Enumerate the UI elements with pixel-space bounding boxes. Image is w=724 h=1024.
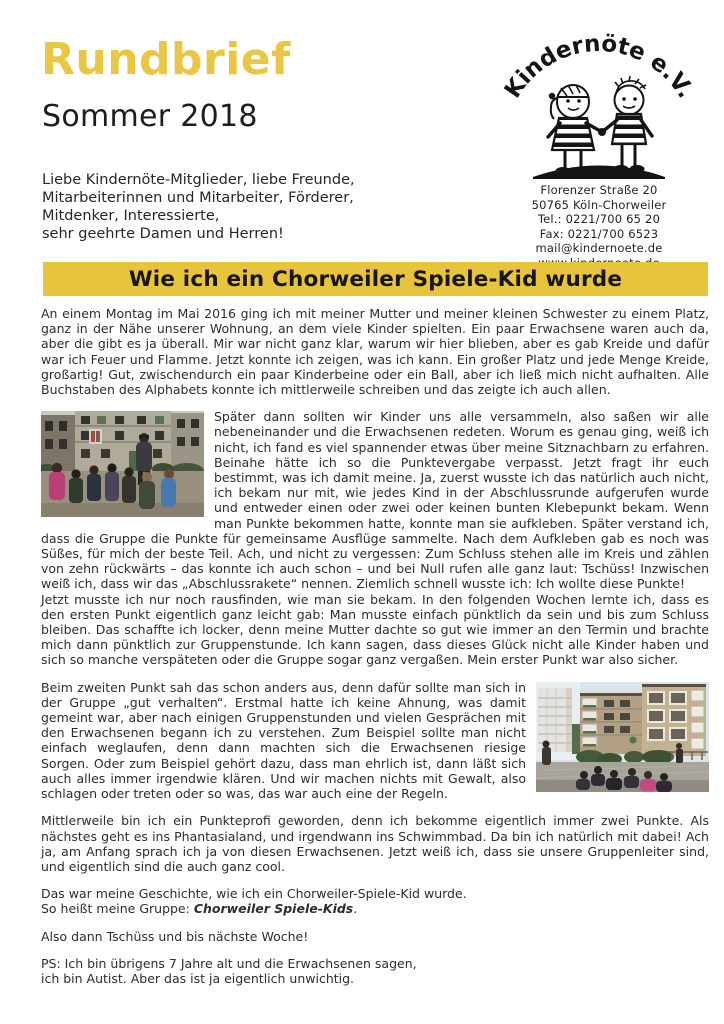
logo-boy-figure	[598, 76, 652, 173]
paragraph-points-part2: Jetzt musste ich nur noch rausfinden, wie man sie bekam. In den folgenden Wochen lernte ich, dass es den ersten Punkt eigentlich ganz leicht gab: Man musste einfach pünktlich da sein und bis zum Schluss bleiben. Das schaffte ich locker, denn meine Mutter dachte so gut wie immer an den Termin und brachte mich dann pünktlich zur Gruppenstunde. Ich kann sagen, dass dieses Glück nicht alle Kinder haben und sich so manche verspäteten oder die Gruppe sogar ganz vergaßen. Mein erster Punkt war also sicher.	[41, 591, 709, 668]
ps-line2: ich bin Autist. Aber das ist ja eigentlich unwichtig.	[41, 970, 355, 986]
kindernoete-logo-icon	[493, 30, 705, 180]
paragraph-points-part1: Später dann sollten wir Kinder uns alle versammeln, also saßen wir alle nebeneinander und die Erwachsenen redeten. Worum es genau ging, weiß ich nicht, ich fand es viel spannender etwas über meine Sitznachbarn zu erfahren. Beinahe hätte ich so die Punktevergabe verpasst. Jetzt fragt ihr euch bestimmt, was ich damit meine. Ja, zuerst wusste ich das natürlich auch nicht, ich bekam nur mit, wie jedes Kind in der Abschlussrunde aufgerufen wurde und entweder einen oder zwei oder keinen bunten Klebepunkt bekam. Wenn man Punkte bekommen hatte, konnte man sie aufkleben. Später verstand ich, dass die Gruppe die Punkte für gemeinsame Ausflüge sammelte. Nach dem Aufkleben gab es noch was Süßes, für mich der beste Teil. Ach, und nicht zu vergessen: Zum Schluss stehen alle im Kreis und zählen von zehn rückwärts – das konnte ich auch schon – und bei Null rufen alle ganz laut: Tschüss! Inzwischen weiß ich, dass wir das „Abschlussrakete“ nennen. Ziemlich schnell wusste ich: Ich wollte diese Punkte!	[41, 409, 709, 592]
paragraph-second-point	[41, 680, 709, 802]
paragraph-story-end	[41, 886, 709, 916]
org-address	[482, 183, 716, 271]
paragraph-second-point-text: Beim zweiten Punkt sah das schon anders aus, denn dafür sollte man sich in der Gruppe „gut verhalten“. Erstmal hatte ich keine Ahnung, was damit gemeint war, aber nach einigen Gruppenstunden und vielen Gesprächen mit den Erwachsenen begann ich zu verstehen. Zum Beispiel sollte man nicht einfach weglaufen, denn dann machten sich die Erwachsenen riesige Sorgen. Oder zum Beispiel gehört dazu, dass man ehrlich ist, dann läßt sich auch alles immer irgendwie klären. Und wir machen nichts mit Gewalt, also schlagen oder treten oder so was, das war auch eine der Regeln.	[41, 679, 526, 802]
photo-courtyard-buildings	[536, 682, 709, 792]
paragraph-points	[41, 409, 709, 667]
address-line: mail@kindernoete.de	[535, 241, 663, 256]
greeting-line: sehr geehrte Damen und Herren!	[42, 226, 284, 242]
photo1-buildings	[41, 411, 204, 471]
group-label: So heißt meine Gruppe:	[41, 901, 194, 917]
photo2-right-block	[642, 684, 706, 756]
paragraph-ps	[41, 956, 709, 986]
address-line: 50765 Köln-Chorweiler	[531, 197, 667, 212]
article-body	[41, 306, 709, 998]
svg-text:Kindernöte e.V.	[500, 31, 699, 103]
story-end-line2	[41, 901, 709, 916]
handshake	[598, 128, 606, 136]
article-headline-banner	[43, 262, 708, 296]
logo-mound	[533, 166, 665, 180]
org-logo-block	[482, 30, 716, 271]
paragraph-intro: An einem Montag im Mai 2016 ging ich mit meiner Mutter und meiner kleinen Schwester zu einem Platz, ganz in der Nähe unserer Wohnung, an dem viele Kinder spielten. Ein paar Erwachsene waren auch da, aber die gibt es ja überall. Mir war nicht ganz klar, warum wir hier blieben, aber es gab Kreide und dafür war ich Feuer und Flamme. Jetzt konnte ich zeigen, was ich kann. Ein großer Platz und jede Menge Kreide, großartig! Gut, zwischendurch ein paar Kinderbeine oder ein Ball, aber ich ließ mich nicht aufhalten. Alle Buchstaben des Alphabets konnte ich mittlerweile schreiben und das zeigte ich auch allen.	[41, 306, 709, 398]
address-line: Tel.: 0221/700 65 20	[537, 212, 661, 227]
org-name-arched: Kindernöte e.V.	[499, 30, 699, 103]
story-end-line1: Das war meine Geschichte, wie ich ein Chorweiler-Spiele-Kid wurde.	[41, 886, 467, 902]
group-name: Chorweiler Spiele-Kids	[193, 901, 354, 917]
greeting-line: Mitdenker, Interessierte,	[42, 208, 220, 224]
paragraph-farewell: Also dann Tschüss und bis nächste Woche!	[41, 928, 309, 944]
address-line: Fax: 0221/700 6523	[539, 226, 659, 241]
paragraph-punkteprofi: Mittlerweile bin ich ein Punkteprofi geworden, denn ich bekomme eigentlich immer zwei Punkte. Als nächstes geht es ins Phantasialand, und irgendwann ins Schwimmbad. Da bin ich natürlich mit dabei! Ach ja, am Anfang sprach ich ja von diesen Erwachsenen. Jetzt weiß ich, dass sie unsere Gruppenleiter sind, und eigentlich sind die auch ganz cool.	[41, 813, 709, 874]
ps-line1: PS: Ich bin übrigens 7 Jahre alt und die Erwachsenen sagen,	[41, 955, 417, 971]
photo-children-circle	[41, 411, 204, 517]
photo2-center-block	[580, 693, 642, 754]
greeting-block	[42, 171, 355, 243]
issue-subtitle: Sommer 2018	[42, 99, 258, 134]
article-headline: Wie ich ein Chorweiler Spiele-Kid wurde	[128, 266, 623, 292]
page-title: Rundbrief	[41, 34, 291, 85]
address-line: Florenzer Straße 20	[540, 183, 658, 197]
greeting-line: Mitarbeiterinnen und Mitarbeiter, Förderer,	[42, 190, 354, 206]
logo-girl-figure	[548, 85, 602, 175]
group-period: .	[353, 901, 358, 917]
greeting-line: Liebe Kindernöte-Mitglieder, liebe Freunde,	[42, 172, 355, 188]
